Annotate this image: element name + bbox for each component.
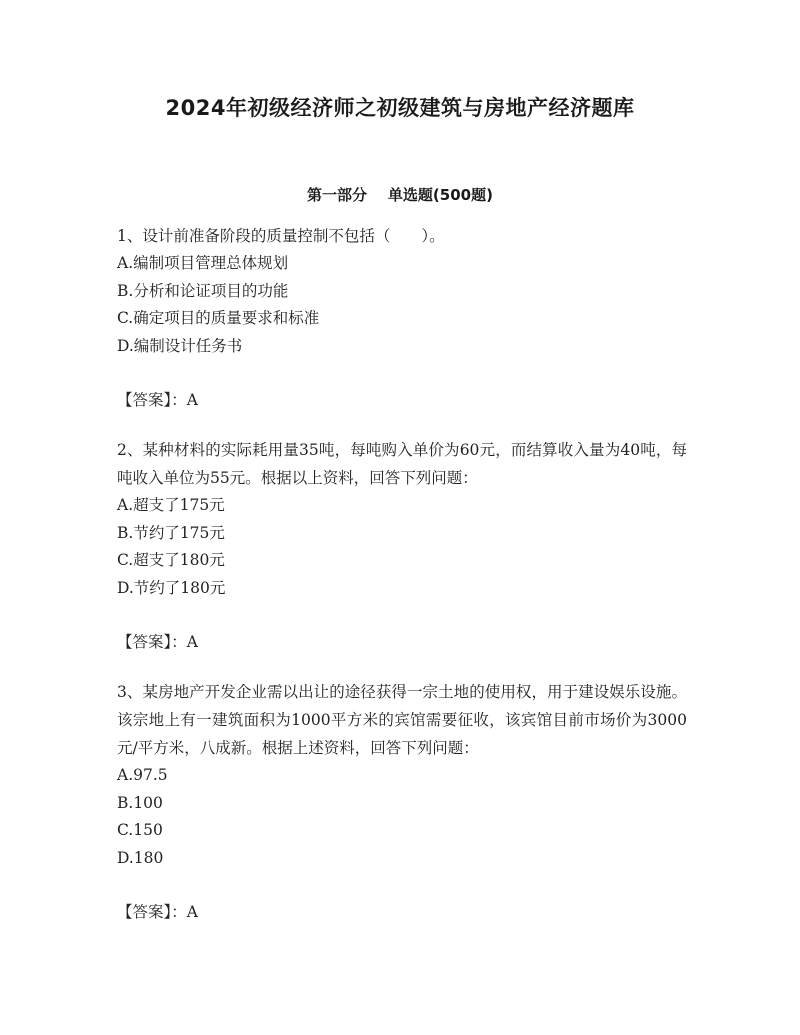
option-c: C.150	[117, 821, 163, 839]
section-title: 第一部分 单选题(500题)	[307, 186, 493, 204]
option-a: A.编制项目管理总体规划	[117, 254, 289, 272]
answer-line	[117, 628, 687, 656]
question-text: 3、某房地产开发企业需以出让的途径获得一宗土地的使用权，用于建设娱乐设施。该宗地上有一建筑面积为1000平方米的宾馆需要征收，该宾馆目前市场价为3000元/平方米，八成新。根据上述资料，回答下列问题：	[117, 683, 687, 757]
question-2	[117, 436, 687, 656]
document-title: 2024年初级经济师之初级建筑与房地产经济题库	[165, 96, 635, 120]
question-text: 2、某种材料的实际耗用量35吨，每吨购入单价为60元，而结算收入量为40吨，每吨收入单位为55元。根据以上资料，回答下列问题：	[117, 441, 687, 487]
option-c: C.确定项目的质量要求和标准	[117, 309, 320, 327]
option-b: B.100	[117, 793, 163, 812]
question-1	[117, 222, 687, 414]
answer-label: 【答案】	[117, 633, 172, 651]
answer-line	[117, 386, 687, 414]
option-d: D.节约了180元	[117, 578, 226, 597]
answer-label: 【答案】	[117, 903, 172, 921]
option-a: A.97.5	[117, 766, 168, 784]
question-list	[117, 222, 687, 948]
option-c: C.超支了180元	[117, 551, 225, 569]
answer-value: ：A	[171, 903, 198, 921]
answer-value: ：A	[171, 391, 198, 409]
question-3	[117, 678, 687, 926]
option-b: B.节约了175元	[117, 523, 225, 542]
option-d: D.180	[117, 848, 164, 867]
answer-line	[117, 898, 687, 926]
question-text: 1、设计前准备阶段的质量控制不包括（ ）。	[117, 227, 445, 245]
option-a: A.超支了175元	[117, 496, 225, 514]
answer-label: 【答案】	[117, 391, 172, 409]
option-b: B.分析和论证项目的功能	[117, 281, 289, 300]
option-d: D.编制设计任务书	[117, 336, 243, 355]
answer-value: ：A	[171, 633, 198, 651]
